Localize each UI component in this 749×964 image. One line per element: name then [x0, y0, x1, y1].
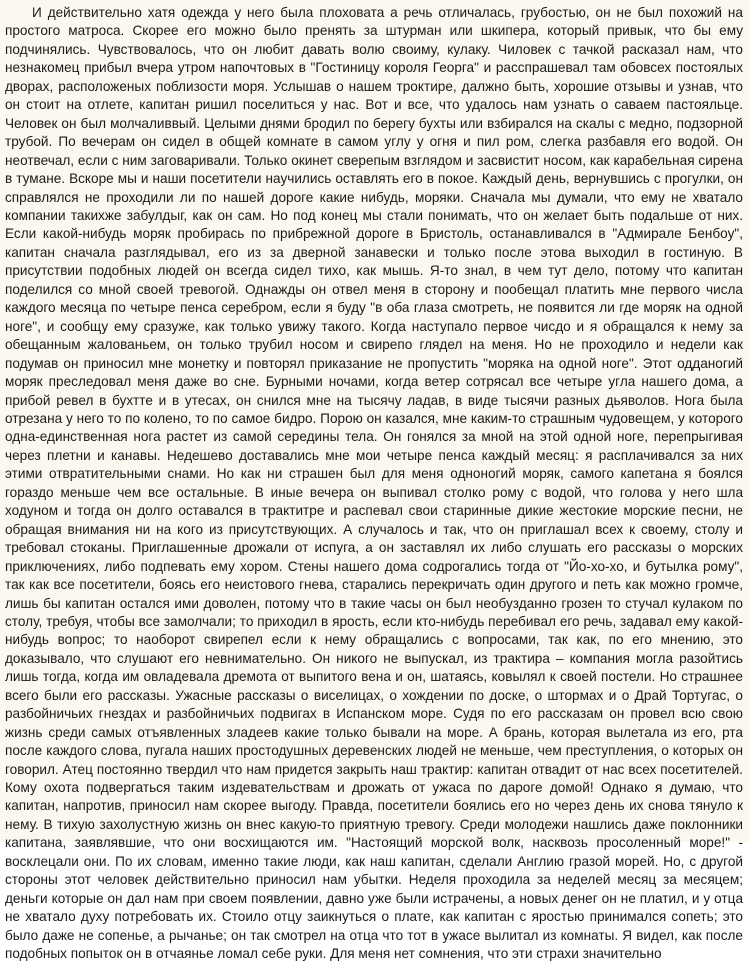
body-paragraph: И действительно хатя одежда у него была плоховата а речь отличалась, грубостью, он не был похожий на простого матроса. Скорее его можно было пренять за штурман или шкипера, который привык, что бы ему подчинялись. Чувствовалось, что он любит давать волю своиму, кулаку. Чиловек с тачкой расказал нам, что незнакомец прибыл вчера утром напочтовых в "Гостиницу короля Георга" и расспрашевал там обовсех постоялых дворах, расположеных поблизости моря. Услышав о нашем троктире, далжно быть, хорошие отзывы и узнав, что он стоит на отлете, капитан ришил поселиться у нас. Вот и все, что удалось нам узнать о саваем пастояльце. Человек он был молчаливвый. Целыми днями бродил по берегу бухты или взбирался на скалы с медно, подзорной трубой. По вечерам он сидел в общей комнате в самом углу у огня и пил ром, слегка разбавля его водой. Он неотвечал, если с ним заговаривали. Только окинет сверепым взглядом и засвистит носом, как карабельная сирена в тумане. Вскоре мы и наши посетители научились оставлять его в покое. Каждый день, вернувшись с прогулки, он справлялся не проходили ли по нашей дороге какие нибудь, моряки. Сначала мы думали, что ему не хватало компании такихже забулдыг, как он сам. Но под конец мы стали понимать, что он желает быть подальше от них. Если какой-нибудь моряк пробирась по прибрежной дороге в Бристоль, останавливался в "Адмирале Бенбоу", капитан сначала разглядывал, его из за дверной занавески и только после этова выходил в гостиную. В присутствии подобных людей он всегда сидел тихо, как мышь. Я-то знал, в чем тут дело, потому что капитан поделился со мной своей тревогой. Однажды он отвел меня в сторону и пообещал платить мне первого числа каждого месяца по четыре пенса серебром, если я буду "в оба глаза смотреть, не появится ли где моряк на одной ноге", и сообщу ему сразуже, как только увижу такого. Когда наступало первое чисдо и я обращался к нему за обещанным жалованьем, он только трубил носом и свирепо глядел на меня. Но не проходило и недели как подумав он приносил мне монетку и повторял приказание не пропустить "моряка на одной ноге". Этот одданогий моряк преследовал меня даже во сне. Бурными ночами, когда ветер сотрясал все четыре угла нашего дома, а прибой ревел в бухтте и в утесах, он снился мне на тысячу ладав, в виде тысячи разных дьяволов. Нога была отрезана у него то по колено, то по самое бидро. Порою он казался, мне каким-то страшным чудовещем, у которого одна-единственная нога растет из самой середины тела. Он гонялся за мной на этой одной ноге, перепрыгивая через плетни и канавы. Недешево доставались мне мои четыре пенса каждый месяц: я расплачивался за них этими отвратительными снами. Но как ни страшен был для меня одноногий моряк, самого капетана я боялся гораздо меньше чем все остальные. В иные вечера он выпивал столко рому с водой, что голова у него шла ходуном и тогда он долго оставался в трактитре и распевал свои старинные дикие жестокие морские песни, не обращая внимания ни на кого из присутствующих. А случалось и так, что он приглашал всех к своему, столу и требовал стоканы. Приглашенные дрожали от испуга, а он заставлял их либо слушать его рассказы о морских приключениях, либо подпевать ему хором. Стены нашего дома содрогались тогда от "Йо-хо-хо, и бутылка рому", так как все посетители, боясь его неистового гнева, старались перекричать один другого и петь как можно громче, лишь бы капитан остался ими доволен, потому что в такие часы он был необузданно грозен то стучал кулаком по столу, требуя, чтобы все замолчали; то приходил в ярость, если кто-нибудь перебивал его речь, задавал ему какой-нибудь вопрос; то наоборот свирепел если к нему обращались с вопросами, так как, по его мнению, это доказывало, что слушают его невнимательно. Он никого не выпускал, из трактира – компания могла разойтись лишь тогда, когда им овладевала дремота от выпитого вена и он, шатаясь, ковылял к своей постели. Но страшнее всего были его рассказы. Ужасные рассказы о виселицах, о хождении по доске, о штормах и о Драй Тортугас, о разбойничьих гнездах и разбойничьих подвигах в Испанском море. Судя по его рассказам он провел всю свою жизнь среди самых отъявленных зладеев какие только бывали на море. А брань, которая вылетала из его, рта после каждого слова, пугала наших простодушных деревенских людей не меньше, чем преступления, о которых он говорил. Атец постоянно твердил что нам придется закрыть наш трактир: капитан отвадит от нас всех посетителей. Кому охота подвергаться таким издевательствам и дрожать от ужаса по дароге домой! Однако я думаю, что капитан, напротив, приносил нам скорее выгоду. Правда, посетители боялись его но через день их снова тянуло к нему. В тихую захолустную жизнь он внес какую-то приятную тревогу. Среди молодежи нашлись даже поклонники капитана, заявлявшие, что они восхищаются им. "Настоящий морской волк, насквозь просоленный море!" - восклецали они. По их словам, именно такие люди, как наш капитан, сделали Англию гразой морей. Но, с другой стороны этот человек действительно приносил нам убытки. Неделя проходила за неделей месяц за месяцем; деньги которые он дал нам при своем появлении, давно уже были истрачены, а новых денег он не платил, и у отца не хватало духу потребовать их. Стоило отцу заикнуться о плате, как капитан с яростью принимался сопеть; это было даже не сопенье, а рычанье; он так смотрел на отца что тот в ужасе вылитал из комнаты. Я видел, как после подобных попыток он в отчаянье ломал себе руки. Для меня нет сомнения, что эти страхи значительно: [5, 5, 743, 962]
